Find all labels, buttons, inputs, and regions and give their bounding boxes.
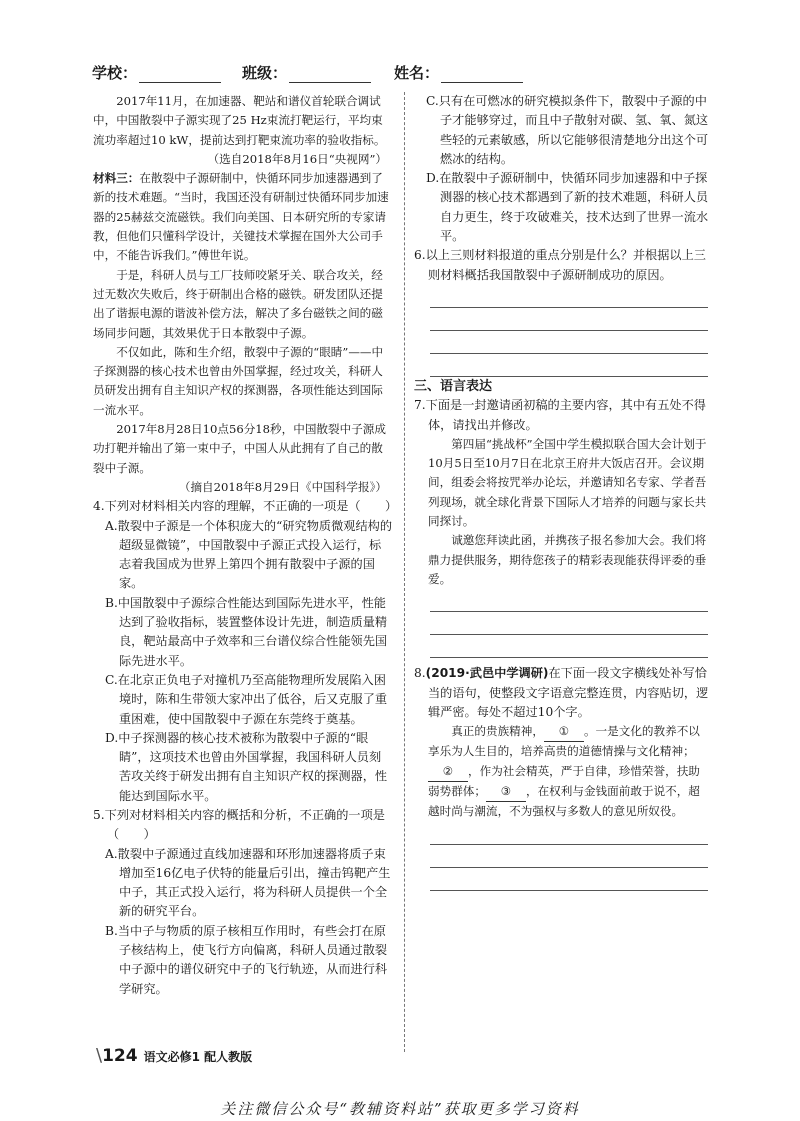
class-field [242, 62, 371, 83]
question-5-option-a: A.散裂中子源通过直线加速器和环形加速器将质子束增加至16亿电子伏特的能量后引出，撞击钨靶产生中子，其正式投入运行，将为科研人员提供一个全新的研究平台。 [105, 846, 391, 919]
material-paragraph: 2017年11月，在加速器、靶站和谱仪首轮联合调试中，中国散裂中子源实现了25 Hz束流打靶运行，平均束流功率超过10 kW，提前达到打靶束流功率的验收指标。 [93, 94, 386, 147]
page-footer [96, 1045, 252, 1066]
question-6: 6.以上三则材料报道的重点分别是什么？并根据以上三则材料概括我国散裂中子源研制成功的原因。 [414, 248, 706, 282]
source-note: （摘自2018年8月29日《中国科学报》） [178, 479, 387, 494]
student-info-header [92, 62, 732, 84]
class-blank[interactable] [289, 66, 371, 83]
name-label: 姓名： [394, 64, 440, 82]
book-title: 语文必修1 配人教版 [143, 1050, 253, 1064]
material-three-text: 在散裂中子源研制中，快循环同步加速器遇到了新的技术难题。“当时，我国还没有研制过快循环同步加速器的25赫兹交流磁铁。我们向美国、日本研究所的专家请教，但他们只懂科学设计，关键技术掌握在国外大公司手中，不能告诉我们。”傅世年说。 [93, 171, 389, 263]
class-label: 班级： [242, 64, 288, 82]
question-4: 4.下列对材料相关内容的理解，不正确的一项是（ ） [93, 499, 398, 514]
answer-line[interactable] [430, 612, 708, 635]
left-column [93, 92, 398, 999]
material-paragraph: 2017年8月28日10点56分18秒，中国散裂中子源成功打靶并输出了第一束中子，中国人从此拥有了自己的散裂中子源。 [93, 422, 386, 475]
fill-text: 。一是文化的教养不以享乐为人生目的，培养高贵的道德情操与文化精神； [428, 724, 700, 759]
question-8 [414, 664, 710, 722]
source-note: （选自2018年8月16日“央视网”） [207, 151, 387, 166]
name-blank[interactable] [441, 66, 523, 83]
page-number: 124 [102, 1046, 138, 1066]
fill-blank-paragraph [428, 722, 710, 821]
fill-text: ，作为社会精英，严于自律，珍惜荣誉，扶助弱势群体； [428, 763, 700, 799]
answer-line[interactable] [430, 868, 708, 891]
answer-line[interactable] [430, 308, 708, 331]
slash-icon: \ [96, 1045, 103, 1066]
question-8-text: 在下面一段文字横线处补写恰当的语句，使整段文字语意完整连贯，内容贴切，逻辑严密。每处不超过10个字。 [428, 666, 709, 719]
answer-line[interactable] [430, 635, 708, 658]
fill-text: 真正的贵族精神， [451, 724, 544, 739]
question-4-option-d: D.中子探测器的核心技术被称为散裂中子源的“眼睛”，这项技术也曾由外国掌握，我国科研人员刻苦攻关终于研发出拥有自主知识产权的探测器，性能达到国际水平。 [105, 730, 388, 803]
material-three [93, 169, 393, 265]
right-column [414, 92, 710, 891]
watermark-note: 关注微信公众号“教辅资料站”获取更多学习资料 [220, 1100, 580, 1118]
column-divider [404, 92, 405, 1052]
invitation-paragraph: 第四届“挑战杯”全国中学生模拟联合国大会计划于10月5日至10月7日在北京王府井大饭店召开。会议期间，组委会将按咒举办论坛，并邀请知名专家、学者吾列现场，就全球化背景下国际人才培养的问题与家长共同探讨。 [428, 436, 707, 529]
question-7: 7.下面是一封邀请函初稿的主要内容，其中有五处不得体，请找出并修改。 [414, 398, 706, 432]
fill-text: ，在权利与金钱面前敢于说不，超越时尚与潮流，不为强权与多数人的意见所奴役。 [428, 784, 700, 819]
name-field [394, 62, 523, 83]
school-blank[interactable] [139, 66, 221, 83]
answer-line[interactable] [430, 822, 708, 845]
question-5-option-d: D.在散裂中子源研制中，快循环同步加速器和中子探测器的核心技术都遇到了新的技术难题，科研人员自力更生，终于攻破难关，技术达到了世界一流水平。 [426, 171, 709, 244]
school-field [92, 62, 221, 83]
question-4-option-c: C.在北京正负电子对撞机乃至高能物理所发展陷入困境时，陈和生带领大家冲出了低谷，后又克服了重重困难，使中国散裂中子源在东莞终于奠基。 [105, 672, 388, 726]
school-label: 学校： [92, 64, 138, 82]
question-8-number: 8. [414, 666, 426, 681]
question-4-option-a: A.散裂中子源是一个体积庞大的“研究物质微观结构的超级显微镜”，中国散裂中子源正式投入运行，标志着我国成为世界上第四个拥有散裂中子源的国家。 [105, 518, 393, 591]
blank-1[interactable]: ① [544, 722, 584, 742]
blank-3[interactable]: ③ [486, 782, 526, 802]
question-5: 5.下列对材料相关内容的概括和分析，不正确的一项是（ ） [93, 807, 385, 842]
question-5-option-b: B.当中子与物质的原子核相互作用时，有些会打在原子核结构上，使飞行方向偏离，科研人员通过散裂中子源中的谱仪研究中子的飞行轨迹，从而进行科学研究。 [105, 923, 388, 996]
material-paragraph: 不仅如此，陈和生介绍，散裂中子源的“眼睛”——中子探测器的核心技术也曾由外国掌握，经过攻关，科研人员研发出拥有自主知识产权的探测器，各项性能达到国际一流水平。 [93, 344, 384, 417]
invitation-paragraph: 诚邀您拜读此函，并携孩子报名参加大会。我们将鼎力提供服务，期待您孩子的精彩表现能获得评委的垂爱。 [428, 533, 707, 586]
answer-line[interactable] [430, 331, 708, 354]
answer-line[interactable] [430, 285, 708, 308]
answer-line[interactable] [430, 354, 708, 377]
material-paragraph: 于是，科研人员与工厂技师咬紧牙关、联合攻关，经过无数次失败后，终于研制出合格的磁铁。研发团队还提出了谐振电源的谐波补偿方法，解决了多台磁铁之间的磁场同步问题，其效果优于日本散裂中子源。 [93, 267, 383, 340]
question-5-option-c: C.只有在可燃冰的研究模拟条件下，散裂中子源的中子才能够穿过，而且中子散射对碳、氢、氧、氮这些轻的元素敏感，所以它能够很清楚地分出这个可燃冰的结构。 [426, 94, 709, 166]
section-heading: 三、语言表达 [414, 378, 493, 394]
question-4-option-b: B.中国散裂中子源综合性能达到国际先进水平，性能达到了验收指标，装置整体设计先进，制造质量精良，靶站最高中子效率和三台谱仪综合性能领先国际先进水平。 [105, 595, 388, 668]
answer-line[interactable] [430, 589, 708, 612]
material-three-label: 材料三： [93, 171, 140, 186]
answer-line[interactable] [430, 845, 708, 868]
blank-2[interactable]: ② [428, 762, 468, 782]
question-8-source: (2019·武邑中学调研) [425, 666, 549, 681]
